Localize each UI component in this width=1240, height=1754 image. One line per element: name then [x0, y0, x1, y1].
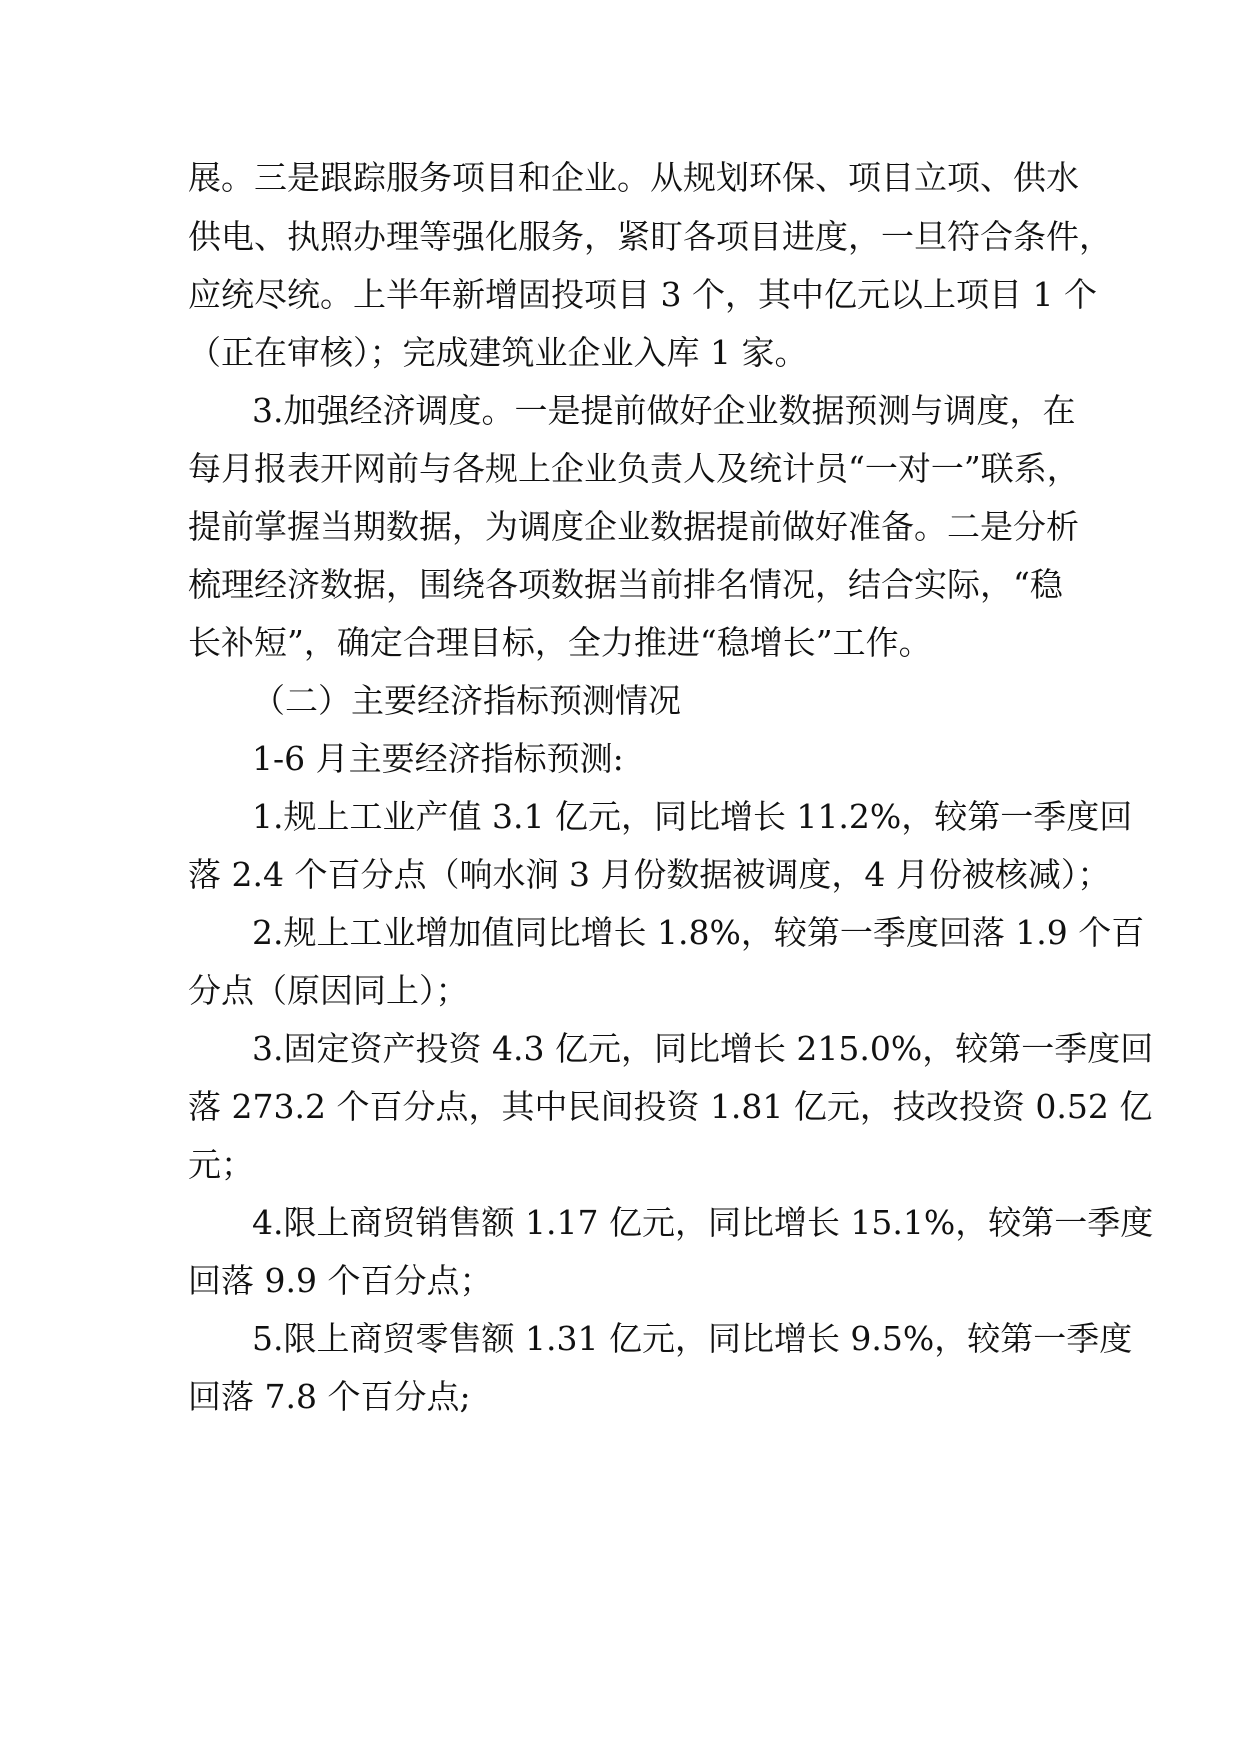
paragraph-line: 1-6 月主要经济指标预测: — [252, 739, 624, 778]
paragraph-line: 落 2.4 个百分点（响水涧 3 月份数据被调度，4 月份被核减）； — [188, 855, 1111, 894]
paragraph-line: 每月报表开网前与各规上企业负责人及统计员“一对一”联系， — [188, 449, 1080, 488]
paragraph-line: （正在审核）；完成建筑业企业入库 1 家。 — [188, 333, 808, 372]
paragraph-line: 分点（原因同上）； — [188, 971, 469, 1010]
paragraph-line: 1.规上工业产值 3.1 亿元，同比增长 11.2%，较第一季度回 — [252, 797, 1133, 836]
paragraph-line: 长补短”，确定合理目标，全力推进“稳增长”工作。 — [188, 623, 932, 662]
paragraph-line: 落 273.2 个百分点，其中民间投资 1.81 亿元，技改投资 0.52 亿 — [188, 1087, 1153, 1126]
paragraph-line: 梳理经济数据，围绕各项数据当前排名情况，结合实际，“稳 — [188, 565, 1063, 604]
paragraph-line: 4.限上商贸销售额 1.17 亿元，同比增长 15.1%，较第一季度 — [252, 1203, 1154, 1242]
paragraph-line: 回落 9.9 个百分点； — [188, 1261, 493, 1300]
paragraph-line: 5.限上商贸零售额 1.31 亿元，同比增长 9.5%，较第一季度 — [252, 1319, 1133, 1358]
paragraph-line: 3.加强经济调度。一是提前做好企业数据预测与调度，在 — [252, 391, 1076, 430]
paragraph-line: 供电、执照办理等强化服务，紧盯各项目进度，一旦符合条件， — [188, 217, 1112, 256]
paragraph-line: 3.固定资产投资 4.3 亿元，同比增长 215.0%，较第一季度回 — [252, 1029, 1154, 1068]
paragraph-line: 2.规上工业增加值同比增长 1.8%，较第一季度回落 1.9 个百 — [252, 913, 1145, 952]
paragraph-line: 提前掌握当期数据，为调度企业数据提前做好准备。二是分析 — [188, 507, 1079, 546]
paragraph-line: 回落 7.8 个百分点; — [188, 1377, 471, 1416]
paragraph-line: 元； — [188, 1145, 254, 1184]
paragraph-line: 展。三是跟踪服务项目和企业。从规划环保、项目立项、供水 — [188, 158, 1079, 197]
paragraph-line: 应统尽统。上半年新增固投项目 3 个，其中亿元以上项目 1 个 — [188, 275, 1097, 314]
section-heading: （二）主要经济指标预测情况 — [252, 681, 681, 720]
